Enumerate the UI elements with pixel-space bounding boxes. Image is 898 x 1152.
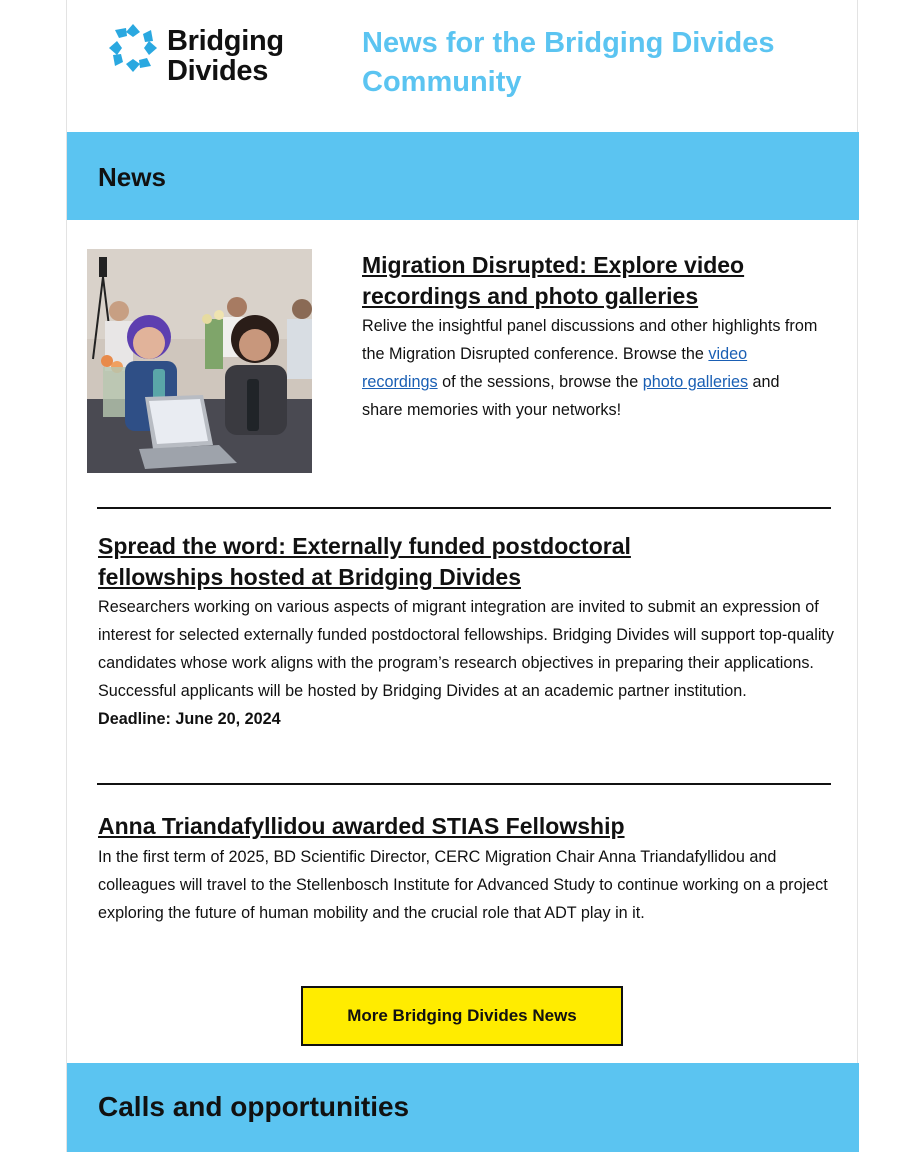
news-section-title: News [98,162,166,192]
article-2-description: Researchers working on various aspects of migrant integration are invited to submit an expression of interest for selected externally funded postdoctoral fellowships. Bridging Divides will support top-quality candidates whose work aligns with the program’s research objectives in preparing their applications. Successful applicants will be hosted by Bridging Divides at an academic partner institution. [98,598,835,700]
newsletter-frame [66,0,858,1152]
article-3-title[interactable]: Anna Triandafyllidou awarded STIAS Fellowship [98,813,625,839]
conference-photo[interactable] [87,249,312,473]
logo-line-2: Divides [167,55,269,87]
article-1-body-part-3: and share memories with your networks! [362,373,780,419]
more-news-button[interactable]: More Bridging Divides News [301,986,623,1046]
article-1-body-part-1: Relive the insightful panel discussions and other highlights from the Migration Disrupted conference. Browse the [362,317,818,363]
article-2-title[interactable]: Spread the word: Externally funded postdoctoral fellowships hosted at Bridging Divides [98,533,631,590]
news-section-header [67,132,859,220]
logo-mark-icon [107,22,159,74]
bridging-divides-logo[interactable] [107,22,297,92]
newsletter-header [67,0,859,132]
calls-section-title: Calls and opportunities [98,1091,410,1122]
video-recordings-link[interactable]: video recordings [362,345,748,391]
logo-wordmark [167,26,284,86]
newsletter-tagline: News for the Bridging Divides Community [362,27,775,98]
article-1-body-part-2: of the sessions, browse the [437,373,643,391]
article-3-body: In the first term of 2025, BD Scientific Director, CERC Migration Chair Anna Triandafyllidou and colleagues will travel to the Stellenbosch Institute for Advanced Study to continue working on a project exploring the future of human mobility and the crucial role that ADT play in it. [98,848,828,922]
article-divider-1 [97,507,831,509]
article-1-body [362,312,822,424]
article-2-body [98,593,838,733]
article-1-title[interactable]: Migration Disrupted: Explore video recordings and photo galleries [362,252,745,309]
calls-section-header [67,1063,859,1152]
photo-galleries-link[interactable]: photo galleries [642,373,749,391]
article-divider-2 [97,783,831,785]
article-2-deadline: Deadline: June 20, 2024 [98,710,281,728]
logo-line-1: Bridging [167,25,284,57]
conference-photo-image [87,249,312,473]
